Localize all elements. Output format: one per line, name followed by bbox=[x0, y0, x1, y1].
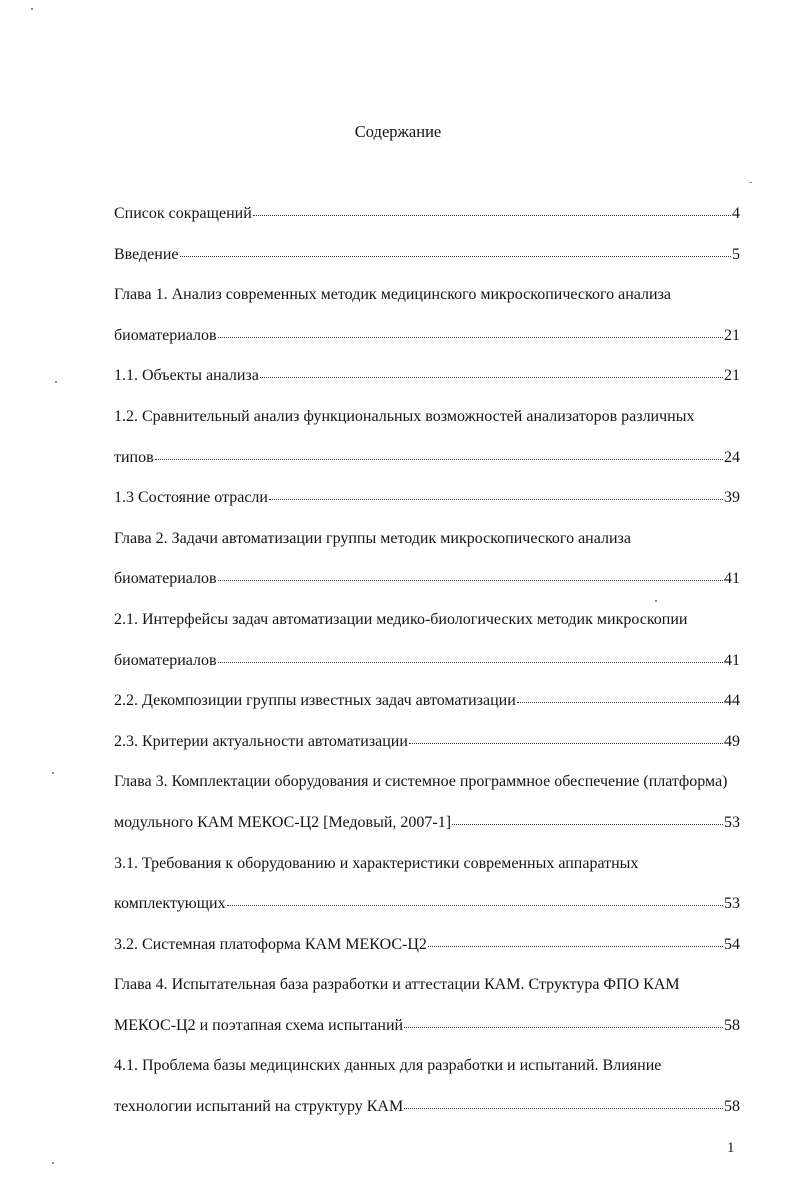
toc-entry-text: биоматериалов bbox=[114, 570, 217, 588]
table-of-contents bbox=[114, 200, 740, 1134]
toc-line bbox=[114, 971, 740, 1012]
toc-line bbox=[114, 484, 740, 525]
toc-entry-text: 3.1. Требования к оборудованию и характеристики современных аппаратных bbox=[114, 854, 639, 872]
toc-line bbox=[114, 403, 740, 444]
scan-speck bbox=[655, 600, 657, 602]
scan-speck bbox=[52, 1162, 54, 1164]
toc-page-number: 4 bbox=[732, 205, 740, 222]
toc-entry-text: Введение bbox=[114, 245, 179, 263]
page-title: Содержание bbox=[354, 122, 442, 141]
toc-page-number: 53 bbox=[724, 813, 740, 831]
toc-page-number: 21 bbox=[724, 326, 740, 344]
toc-entry-text: Глава 3. Комплектации оборудования и системное программное обеспечение (платформа) bbox=[114, 773, 728, 791]
toc-leader-dots bbox=[517, 698, 723, 703]
toc-leader-dots bbox=[404, 1023, 723, 1028]
toc-entry-text: типов bbox=[114, 448, 154, 466]
toc-entry-text: 1.2. Сравнительный анализ функциональных возможностей анализаторов различных bbox=[114, 407, 695, 425]
toc-leader-dots bbox=[180, 252, 732, 257]
toc-line bbox=[114, 565, 740, 606]
toc-leader-dots bbox=[409, 739, 723, 744]
toc-entry-text: Список сокращений bbox=[114, 205, 252, 222]
toc-page-number: 21 bbox=[724, 367, 740, 385]
toc-page-number: 41 bbox=[724, 570, 740, 588]
toc-entry-text: биоматериалов bbox=[114, 651, 217, 669]
toc-line bbox=[114, 687, 740, 728]
toc-line bbox=[114, 1093, 740, 1134]
toc-leader-dots bbox=[260, 373, 723, 378]
toc-line bbox=[114, 322, 740, 363]
toc-line bbox=[114, 809, 740, 850]
toc-leader-dots bbox=[155, 455, 723, 460]
toc-leader-dots bbox=[227, 901, 723, 906]
toc-page-number: 54 bbox=[724, 935, 740, 953]
toc-line bbox=[114, 241, 740, 282]
toc-line bbox=[114, 1052, 740, 1093]
toc-page-number: 41 bbox=[724, 651, 740, 669]
scan-speck bbox=[749, 182, 752, 183]
toc-line bbox=[114, 728, 740, 769]
toc-entry-text: технологии испытаний на структуру КАМ bbox=[114, 1098, 404, 1116]
toc-line bbox=[114, 647, 740, 688]
scan-speck bbox=[31, 8, 33, 10]
toc-entry-text: Глава 2. Задачи автоматизации группы методик микроскопического анализа bbox=[114, 529, 631, 547]
toc-line bbox=[114, 1012, 740, 1053]
toc-page-number: 53 bbox=[724, 895, 740, 913]
toc-entry-text: Глава 1. Анализ современных методик медицинского микроскопического анализа bbox=[114, 286, 672, 304]
toc-page-number: 58 bbox=[724, 1016, 740, 1034]
toc-leader-dots bbox=[218, 658, 723, 663]
toc-leader-dots bbox=[269, 495, 723, 500]
toc-entry-text: Глава 4. Испытательная база разработки и аттестации КАМ. Структура ФПО КАМ bbox=[114, 976, 680, 994]
toc-entry-text: МЕКОС-Ц2 и поэтапная схема испытаний bbox=[114, 1016, 404, 1034]
toc-entry-text: 4.1. Проблема базы медицинских данных для разработки и испытаний. Влияние bbox=[114, 1057, 662, 1075]
scan-speck bbox=[52, 772, 54, 774]
toc-line bbox=[114, 525, 740, 566]
toc-leader-dots bbox=[404, 1104, 723, 1109]
toc-leader-dots bbox=[218, 333, 723, 338]
toc-entry-text: 1.3 Состояние отрасли bbox=[114, 489, 268, 507]
toc-entry-text: 2.2. Декомпозиции группы известных задач автоматизации bbox=[114, 692, 516, 710]
page-number: 1 bbox=[727, 1140, 735, 1156]
toc-line bbox=[114, 362, 740, 403]
toc-line bbox=[114, 768, 740, 809]
toc-line bbox=[114, 890, 740, 931]
toc-entry-text: 2.1. Интерфейсы задач автоматизации медико-биологических методик микроскопии bbox=[114, 610, 688, 628]
toc-line bbox=[114, 931, 740, 972]
toc-page-number: 24 bbox=[724, 448, 740, 466]
toc-leader-dots bbox=[428, 942, 723, 947]
toc-line bbox=[114, 444, 740, 485]
toc-page-number: 5 bbox=[732, 245, 740, 263]
toc-entry-text: 2.3. Критерии актуальности автоматизации bbox=[114, 732, 408, 750]
toc-page-number: 39 bbox=[724, 489, 740, 507]
toc-leader-dots bbox=[253, 211, 731, 216]
toc-line bbox=[114, 200, 740, 241]
toc-entry-text: модульного КАМ МЕКОС-Ц2 [Медовый, 2007-1] bbox=[114, 813, 452, 831]
scan-speck bbox=[55, 381, 57, 383]
toc-page-number: 49 bbox=[724, 732, 740, 750]
toc-entry-text: 3.2. Системная платоформа КАМ МЕКОС-Ц2 bbox=[114, 935, 427, 953]
toc-page-number: 44 bbox=[724, 692, 740, 710]
toc-entry-text: 1.1. Объекты анализа bbox=[114, 367, 259, 385]
toc-leader-dots bbox=[218, 576, 723, 581]
toc-page-number: 58 bbox=[724, 1098, 740, 1116]
toc-entry-text: биоматериалов bbox=[114, 326, 217, 344]
toc-line bbox=[114, 281, 740, 322]
toc-line bbox=[114, 606, 740, 647]
toc-line bbox=[114, 850, 740, 891]
toc-leader-dots bbox=[452, 820, 723, 825]
toc-entry-text: комплектующих bbox=[114, 895, 226, 913]
